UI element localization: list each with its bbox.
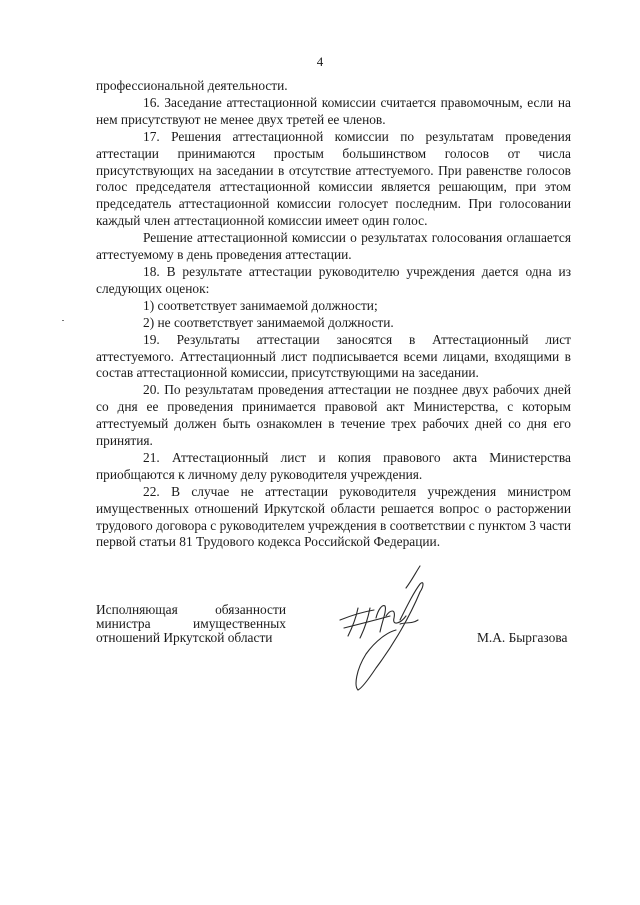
paragraph: 16. Заседание аттестационной комиссии считается правомочным, если на нем присутствуют не менее двух третей ее членов. — [96, 94, 571, 127]
paragraph: 22. В случае не аттестации руководителя учреждения министром имущественных отношений Иркутской области решается вопрос о расторжении трудового договора с руководителем учреждения в соответствии с пунктом 3 части первой статьи 81 Трудового кодекса Российской Федерации. — [96, 483, 571, 550]
signatory-title-line: Исполняющая обязанности — [96, 602, 286, 617]
paragraph: 21. Аттестационный лист и копия правового акта Министерства приобщаются к личному делу руководителя учреждения. — [96, 449, 571, 482]
paragraph: 17. Решения аттестационной комиссии по результатам проведения аттестации принимаются простым большинством голосов от числа присутствующих на заседании в отсутствие аттестуемого. При равенстве голосов голос председателя аттестационной комиссии является решающим, при этом председатель аттестационной комиссии голосует последним. При голосовании каждый член аттестационной комиссии имеет один голос. — [96, 128, 571, 229]
document-body — [96, 78, 571, 551]
signatory-name: М.А. Быргазова — [477, 630, 568, 645]
paragraph: 18. В результате аттестации руководителю учреждения дается одна из следующих оценок: — [96, 263, 571, 296]
handwritten-signature — [330, 558, 450, 698]
signatory-title-line: отношений Иркутской области — [96, 630, 273, 646]
paragraph: 2) не соответствует занимаемой должности. — [143, 314, 394, 330]
paragraph: профессиональной деятельности. — [96, 78, 288, 93]
signatory-title-line: министра имущественных — [96, 616, 286, 632]
paragraph: 19. Результаты аттестации заносятся в Аттестационный лист аттестуемого. Аттестационный лист подписывается всеми лицами, входящими в состав аттестационной комиссии, присутствующими на заседании. — [96, 331, 571, 381]
paragraph: Решение аттестационной комиссии о результатах голосования оглашается аттестуемому в день проведения аттестации. — [96, 230, 571, 263]
scan-artifact — [62, 320, 64, 321]
paragraph: 1) соответствует занимаемой должности; — [143, 297, 378, 313]
paragraph: 20. По результатам проведения аттестации не позднее двух рабочих дней со дня ее проведения принимается правовой акт Министерства, с которым аттестуемый должен быть ознакомлен в течение трех рабочих дней со дня его принятия. — [96, 382, 571, 449]
page-number: 4 — [316, 54, 324, 69]
signatory-title — [96, 603, 286, 646]
